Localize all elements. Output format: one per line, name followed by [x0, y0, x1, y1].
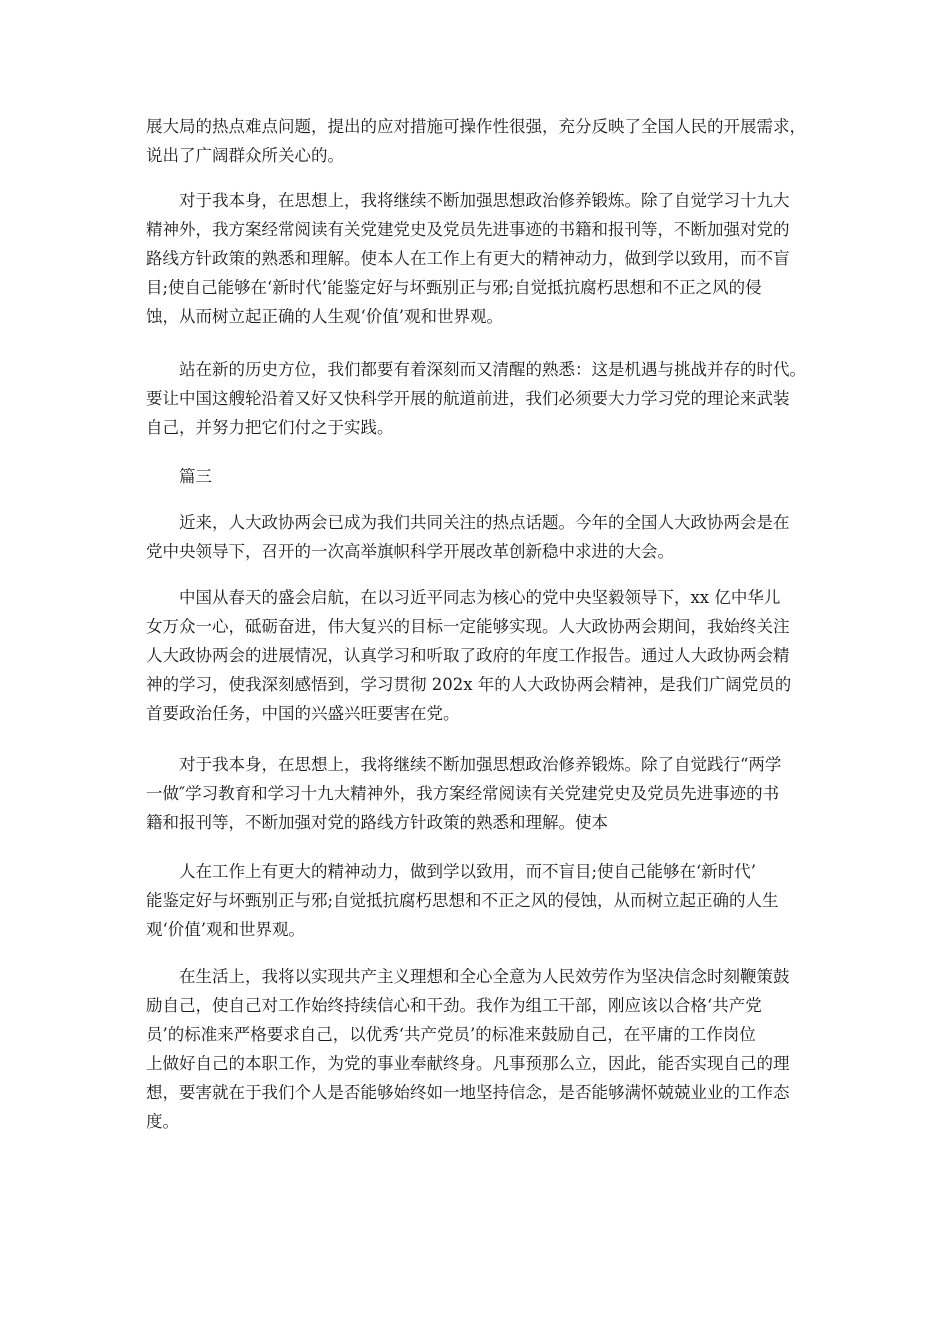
text-line: 路线方针政策的熟悉和理解。使本人在工作上有更大的精神动力，做到学以致用，而不盲 — [146, 249, 790, 268]
text-line: 人大政协两会的进展情况，认真学习和听取了政府的年度工作报告。通过人大政协两会精 — [146, 646, 790, 665]
text-line: 神的学习，使我深刻感悟到，学习贯彻 202x 年的人大政协两会精神，是我们广阔党员的 — [146, 675, 792, 694]
text-line: 党中央领导下，召开的一次高举旗帜科学开展改革创新稳中求进的大会。 — [146, 542, 674, 561]
text-line: 近来，人大政协两会已成为我们共同关注的热点话题。今年的全国人大政协两会是在 — [179, 513, 790, 532]
text-line: 蚀，从而树立起正确的人生观‘价值’观和世界观。 — [146, 307, 503, 326]
paragraph — [146, 750, 816, 837]
paragraph — [146, 962, 816, 1136]
text-line: 目;使自己能够在‘新时代’能鉴定好与坏甄别正与邪;自觉抵抗腐朽思想和不正之风的侵 — [146, 278, 762, 297]
text-line: 在生活上，我将以实现共产主义理想和全心全意为人民效劳作为坚决信念时刻鞭策鼓 — [179, 967, 790, 986]
text-line: 精神外，我方案经常阅读有关党建党史及党员先进事迹的书籍和报刊等，不断加强对党的 — [146, 220, 790, 239]
text-line: 能鉴定好与坏甄别正与邪;自觉抵抗腐朽思想和不正之风的侵蚀，从而树立起正确的人生 — [146, 891, 779, 910]
paragraph — [146, 857, 816, 944]
text-line: 观‘价值’观和世界观。 — [146, 920, 305, 939]
paragraph — [146, 508, 816, 566]
paragraph — [146, 186, 816, 331]
text-line: 人在工作上有更大的精神动力，做到学以致用，而不盲目;使自己能够在‘新时代’ — [179, 862, 757, 881]
paragraph — [146, 355, 816, 442]
text-line: 度。 — [146, 1112, 179, 1131]
text-line: 对于我本身，在思想上，我将继续不断加强思想政治修养锻炼。除了自觉践行“两学 — [179, 755, 782, 774]
text-line: 说出了广阔群众所关心的。 — [146, 146, 344, 165]
text-line: 对于我本身，在思想上，我将继续不断加强思想政治修养锻炼。除了自觉学习十九大 — [179, 191, 790, 210]
paragraph — [146, 583, 816, 728]
section-title: 篇三 — [179, 467, 212, 486]
paragraph — [146, 112, 816, 170]
text-line: 要让中国这艘轮沿着又好又快科学开展的航道前进，我们必须要大力学习党的理论来武装 — [146, 389, 790, 408]
text-line: 员’的标准来严格要求自己，以优秀‘共产党员’的标准来鼓励自己，在平庸的工作岗位 — [146, 1025, 756, 1044]
text-line: 自己，并努力把它们付之于实践。 — [146, 418, 394, 437]
text-line: 中国从春天的盛会启航，在以习近平同志为核心的党中央坚毅领导下，xx 亿中华儿 — [179, 588, 781, 607]
text-line: 展大局的热点难点问题，提出的应对措施可操作性很强，充分反映了全国人民的开展需求， — [146, 117, 806, 136]
text-line: 女万众一心，砥砺奋进，伟大复兴的目标一定能够实现。人大政协两会期间，我始终关注 — [146, 617, 790, 636]
text-line: 上做好自己的本职工作，为党的事业奉献终身。凡事预那么立，因此，能否实现自己的理 — [146, 1054, 790, 1073]
text-line: 站在新的历史方位，我们都要有着深刻而又清醒的熟悉：这是机遇与挑战并存的时代。 — [179, 360, 806, 379]
text-line: 想，要害就在于我们个人是否能够始终如一地坚持信念，是否能够满怀兢兢业业的工作态 — [146, 1083, 790, 1102]
text-line: 籍和报刊等，不断加强对党的路线方针政策的熟悉和理解。使本 — [146, 813, 608, 832]
section-heading — [146, 462, 816, 491]
text-line: 首要政治任务，中国的兴盛兴旺要害在党。 — [146, 704, 460, 723]
text-line: 一做″学习教育和学习十九大精神外，我方案经常阅读有关党建党史及党员先进事迹的书 — [146, 784, 780, 803]
text-line: 励自己，使自己对工作始终持续信心和干劲。我作为组工干部，刚应该以合格‘共产党 — [146, 996, 762, 1015]
